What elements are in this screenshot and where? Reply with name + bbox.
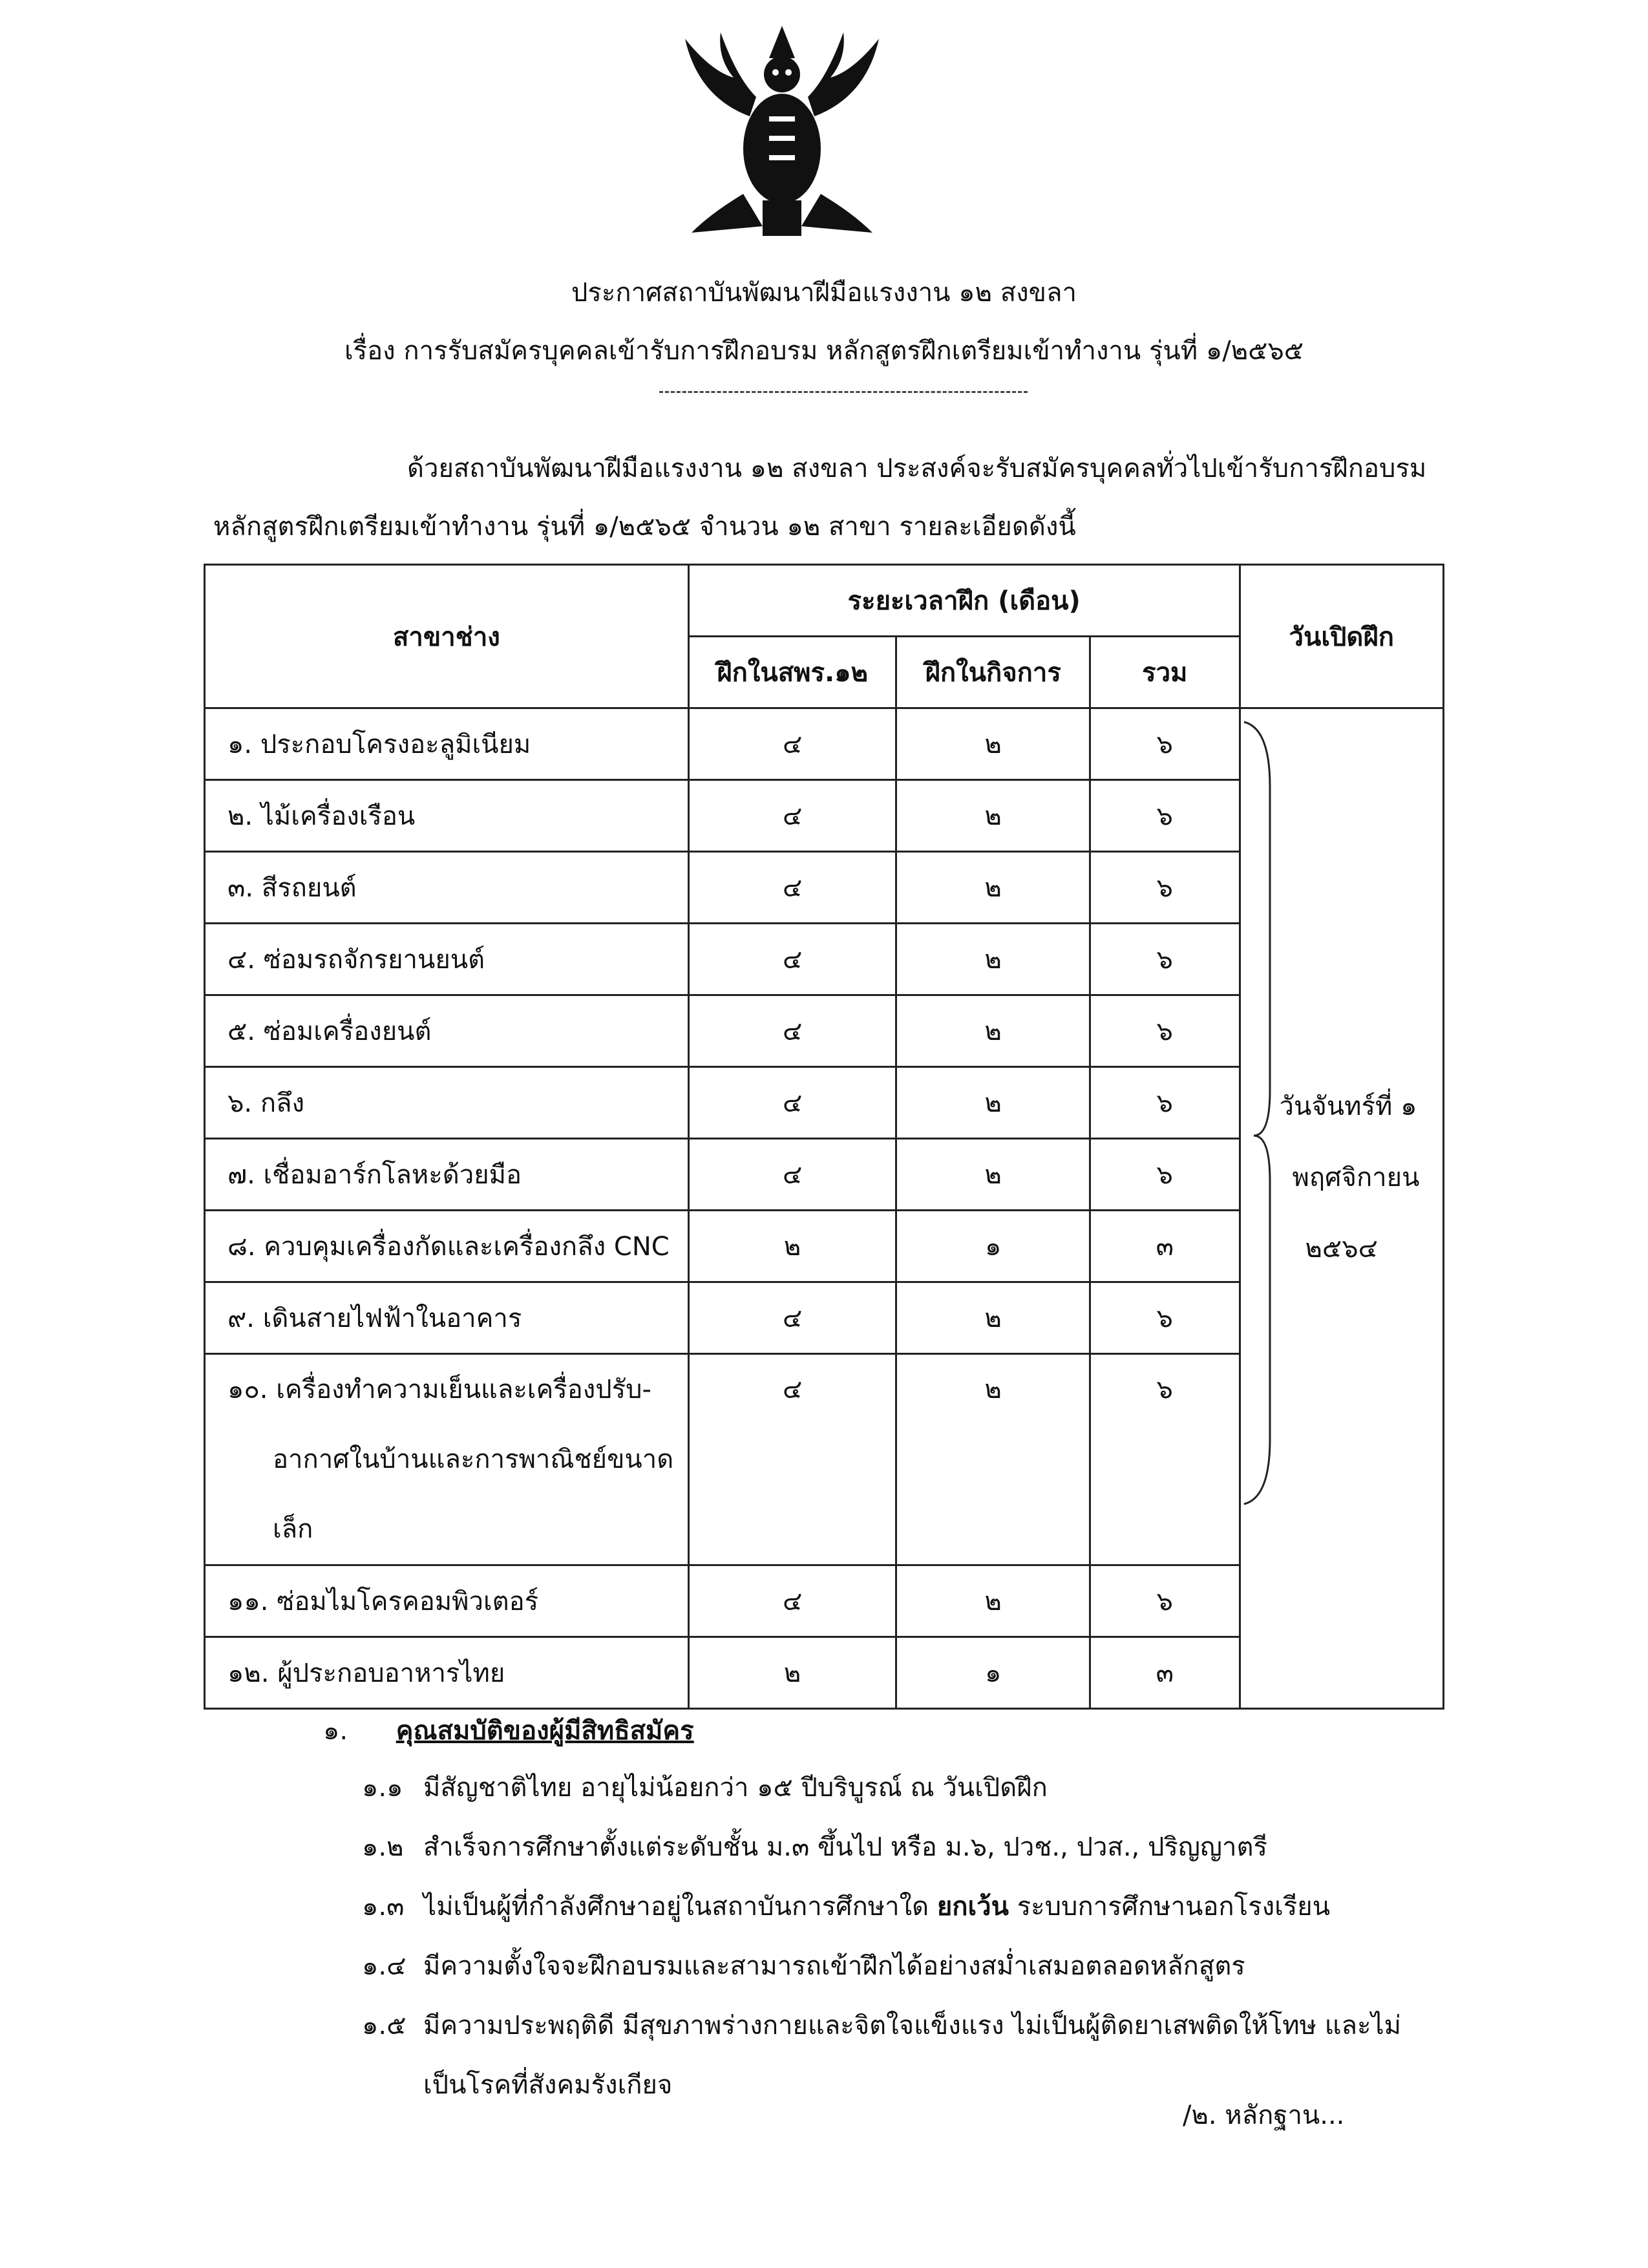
table-row <box>205 708 1444 780</box>
item-text: มีสัญชาติไทย อายุไม่น้อยกว่า ๑๕ ปีบริบูรณ์ ณ วันเปิดฝึก <box>423 1773 1048 1803</box>
branch-cell: ๖. กลึง <box>205 1067 689 1139</box>
total-months: ๓ <box>1090 1211 1240 1282</box>
company-months: ๑ <box>896 1211 1090 1282</box>
company-months: ๒ <box>896 780 1090 852</box>
intro-line-1: ด้วยสถาบันพัฒนาฝีมือแรงงาน ๑๒ สงขลา ประสงค์จะรับสมัครบุคคลทั่วไปเข้ารับการฝึกอบรม <box>407 454 1427 483</box>
item-text <box>423 1877 1499 1936</box>
branch-cell: ๕. ซ่อมเครื่องยนต์ <box>205 995 689 1067</box>
item-number: ๑.๑ <box>362 1773 403 1803</box>
company-months: ๒ <box>896 995 1090 1067</box>
total-months: ๖ <box>1090 995 1240 1067</box>
institute-months: ๔ <box>688 1354 896 1565</box>
company-months: ๒ <box>896 924 1090 995</box>
company-months: ๒ <box>896 708 1090 780</box>
intro-paragraph <box>213 440 1480 556</box>
list-item <box>362 1936 1499 1996</box>
open-date-cell <box>1240 708 1443 1709</box>
course-table <box>204 564 1444 1710</box>
institute-months: ๔ <box>688 1282 896 1354</box>
header-at-institute: ฝึกในสพร.๑๒ <box>688 637 896 708</box>
branch-cell: ๑๒. ผู้ประกอบอาหารไทย <box>205 1637 689 1709</box>
header-total: รวม <box>1090 637 1240 708</box>
branch-cell: ๗. เชื่อมอาร์กโลหะด้วยมือ <box>205 1139 689 1211</box>
institute-months: ๒ <box>688 1637 896 1709</box>
institute-months: ๒ <box>688 1211 896 1282</box>
institute-months: ๔ <box>688 780 896 852</box>
company-months: ๑ <box>896 1637 1090 1709</box>
branch-cell: ๓. สีรถยนต์ <box>205 852 689 924</box>
institute-months: ๔ <box>688 924 896 995</box>
total-months: ๖ <box>1090 780 1240 852</box>
item-number: ๑.๓ <box>362 1892 405 1922</box>
item-text-continuation: เป็นโรคที่สังคมรังเกียจ <box>423 2070 673 2100</box>
list-item <box>362 1877 1499 1936</box>
institute-months: ๔ <box>688 852 896 924</box>
open-date-line-2: พฤศจิกายน <box>1292 1163 1420 1192</box>
separator-line <box>659 391 1028 393</box>
item-text-a: ไม่เป็นผู้ที่กำลังศึกษาอยู่ในสถาบันการศึกษาใด <box>423 1892 937 1922</box>
total-months: ๖ <box>1090 1282 1240 1354</box>
garuda-emblem-icon <box>672 19 892 246</box>
total-months: ๖ <box>1090 1565 1240 1637</box>
total-months: ๖ <box>1090 924 1240 995</box>
header-open-date: วันเปิดฝึก <box>1240 565 1443 708</box>
total-months: ๖ <box>1090 1139 1240 1211</box>
header-duration: ระยะเวลาฝึก (เดือน) <box>688 565 1240 637</box>
item-number: ๑.๒ <box>362 1832 404 1862</box>
total-months: ๖ <box>1090 852 1240 924</box>
curly-brace-icon <box>1241 709 1280 1510</box>
branch-cell: ๔. ซ่อมรถจักรยานยนต์ <box>205 924 689 995</box>
list-item <box>362 1996 1499 2055</box>
company-months: ๒ <box>896 1354 1090 1565</box>
item-text: มีความประพฤติดี มีสุขภาพร่างกายและจิตใจแข็งแรง ไม่เป็นผู้ติดยาเสพติดให้โทษ และไม่ <box>423 2011 1401 2040</box>
open-date-text <box>1280 1071 1441 1284</box>
total-months: ๖ <box>1090 708 1240 780</box>
open-date-line-3: ๒๕๖๔ <box>1305 1234 1378 1264</box>
institute-months: ๔ <box>688 1139 896 1211</box>
institute-months: ๔ <box>688 1067 896 1139</box>
section-title: คุณสมบัติของผู้มีสิทธิสมัคร <box>396 1716 694 1746</box>
branch-cell: ๒. ไม้เครื่องเรือน <box>205 780 689 852</box>
institute-months: ๔ <box>688 1565 896 1637</box>
next-page-marker: /๒. หลักฐาน... <box>1183 2101 1345 2130</box>
institute-months: ๔ <box>688 995 896 1067</box>
list-item <box>362 1818 1499 1877</box>
branch-cell: ๑๑. ซ่อมไมโครคอมพิวเตอร์ <box>205 1565 689 1637</box>
section-number: ๑. <box>323 1716 348 1746</box>
branch-cell <box>205 1354 689 1565</box>
branch-cell: ๑. ประกอบโครงอะลูมิเนียม <box>205 708 689 780</box>
total-months: ๖ <box>1090 1354 1240 1565</box>
item-text: มีความตั้งใจจะฝึกอบรมและสามารถเข้าฝึกได้อย่างสม่ำเสมอตลอดหลักสูตร <box>423 1951 1245 1981</box>
item-text: สำเร็จการศึกษาตั้งแต่ระดับชั้น ม.๓ ขึ้นไป หรือ ม.๖, ปวช., ปวส., ปริญญาตรี <box>423 1832 1267 1862</box>
open-date-line-1: วันจันทร์ที่ ๑ <box>1279 1092 1417 1121</box>
branch-line-1: ๑๐. เครื่องทำความเย็นและเครื่องปรับ- <box>227 1375 651 1404</box>
item-text-emphasis: ยกเว้น <box>936 1892 1009 1922</box>
item-number: ๑.๕ <box>362 2011 407 2040</box>
branch-cell: ๙. เดินสายไฟฟ้าในอาคาร <box>205 1282 689 1354</box>
header-at-company: ฝึกในกิจการ <box>896 637 1090 708</box>
branch-cell: ๘. ควบคุมเครื่องกัดและเครื่องกลึง CNC <box>205 1211 689 1282</box>
qualification-list <box>362 1758 1499 2115</box>
announcement-subject: เรื่อง การรับสมัครบุคคลเข้ารับการฝึกอบรม หลักสูตรฝึกเตรียมเข้าทำงาน รุ่นที่ ๑/๒๕๖๕ <box>344 336 1304 366</box>
header-branch: สาขาช่าง <box>205 565 689 708</box>
company-months: ๒ <box>896 852 1090 924</box>
company-months: ๒ <box>896 1139 1090 1211</box>
company-months: ๒ <box>896 1067 1090 1139</box>
section-1-heading <box>323 1710 694 1751</box>
item-text-b: ระบบการศึกษานอกโรงเรียน <box>1008 1892 1331 1922</box>
announcement-title: ประกาศสถาบันพัฒนาฝีมือแรงงาน ๑๒ สงขลา <box>571 278 1077 308</box>
branch-line-2: อากาศในบ้านและการพาณิชย์ขนาดเล็ก <box>273 1445 674 1544</box>
intro-line-2: หลักสูตรฝึกเตรียมเข้าทำงาน รุ่นที่ ๑/๒๕๖๕ จำนวน ๑๒ สาขา รายละเอียดดังนี้ <box>213 512 1076 542</box>
institute-months: ๔ <box>688 708 896 780</box>
total-months: ๓ <box>1090 1637 1240 1709</box>
item-number: ๑.๔ <box>362 1951 407 1981</box>
list-item <box>362 1758 1499 1818</box>
company-months: ๒ <box>896 1282 1090 1354</box>
total-months: ๖ <box>1090 1067 1240 1139</box>
company-months: ๒ <box>896 1565 1090 1637</box>
